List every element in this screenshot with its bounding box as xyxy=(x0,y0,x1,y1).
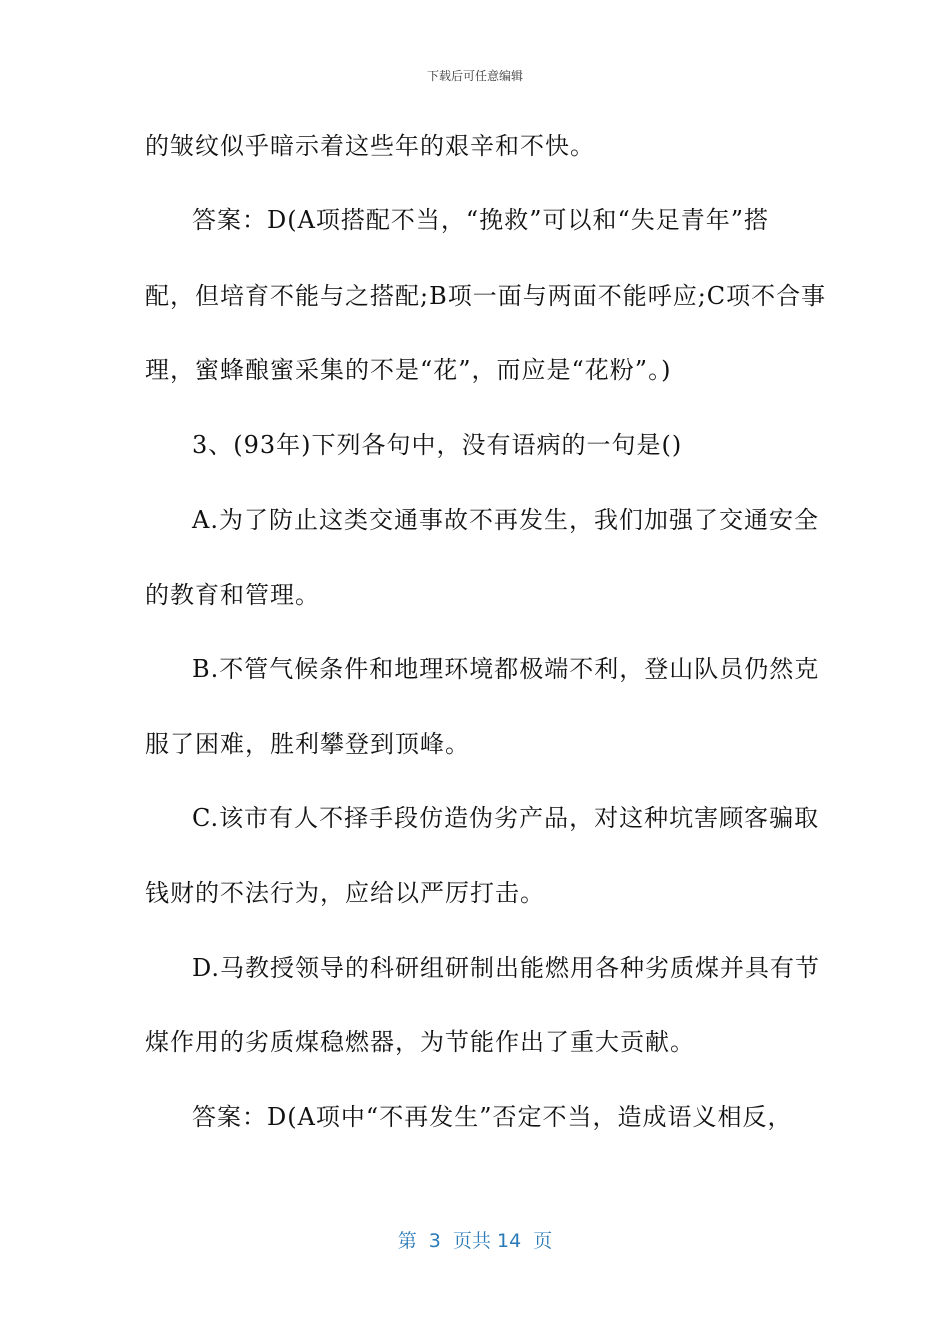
text-line: B.不管气候条件和地理环境都极端不利，登山队员仍然克 xyxy=(192,655,820,683)
text-line: 的教育和管理。 xyxy=(145,581,320,609)
text-line: A.为了防止这类交通事故不再发生，我们加强了交通安全 xyxy=(192,506,819,534)
text-line: 的皱纹似乎暗示着这些年的艰辛和不快。 xyxy=(145,132,595,160)
text-line: C.该市有人不择手段仿造伪劣产品，对这种坑害顾客骗取 xyxy=(192,804,820,832)
text-line: 服了困难，胜利攀登到顶峰。 xyxy=(145,730,470,758)
text-line: 答案：D(A项中“不再发生”否定不当，造成语义相反， xyxy=(192,1103,793,1131)
text-line: 理，蜜蜂酿蜜采集的不是“花”，而应是“花粉”。) xyxy=(145,356,672,384)
page-header: 下载后可任意编辑 xyxy=(426,69,523,83)
text-line: 3、(93年)下列各句中，没有语病的一句是() xyxy=(192,431,683,459)
text-line: 配，但培育不能与之搭配;B项一面与两面不能呼应;C项不合事 xyxy=(145,282,827,310)
text-line: D.马教授领导的科研组研制出能燃用各种劣质煤并具有节 xyxy=(192,954,821,982)
text-line: 煤作用的劣质煤稳燃器，为节能作出了重大贡献。 xyxy=(145,1028,695,1056)
page-footer: 第 3 页共 14 页 xyxy=(397,1230,553,1252)
text-line: 钱财的不法行为，应给以严厉打击。 xyxy=(145,879,545,907)
text-line: 答案：D(A项搭配不当，“挽救”可以和“失足青年”搭 xyxy=(192,206,770,234)
